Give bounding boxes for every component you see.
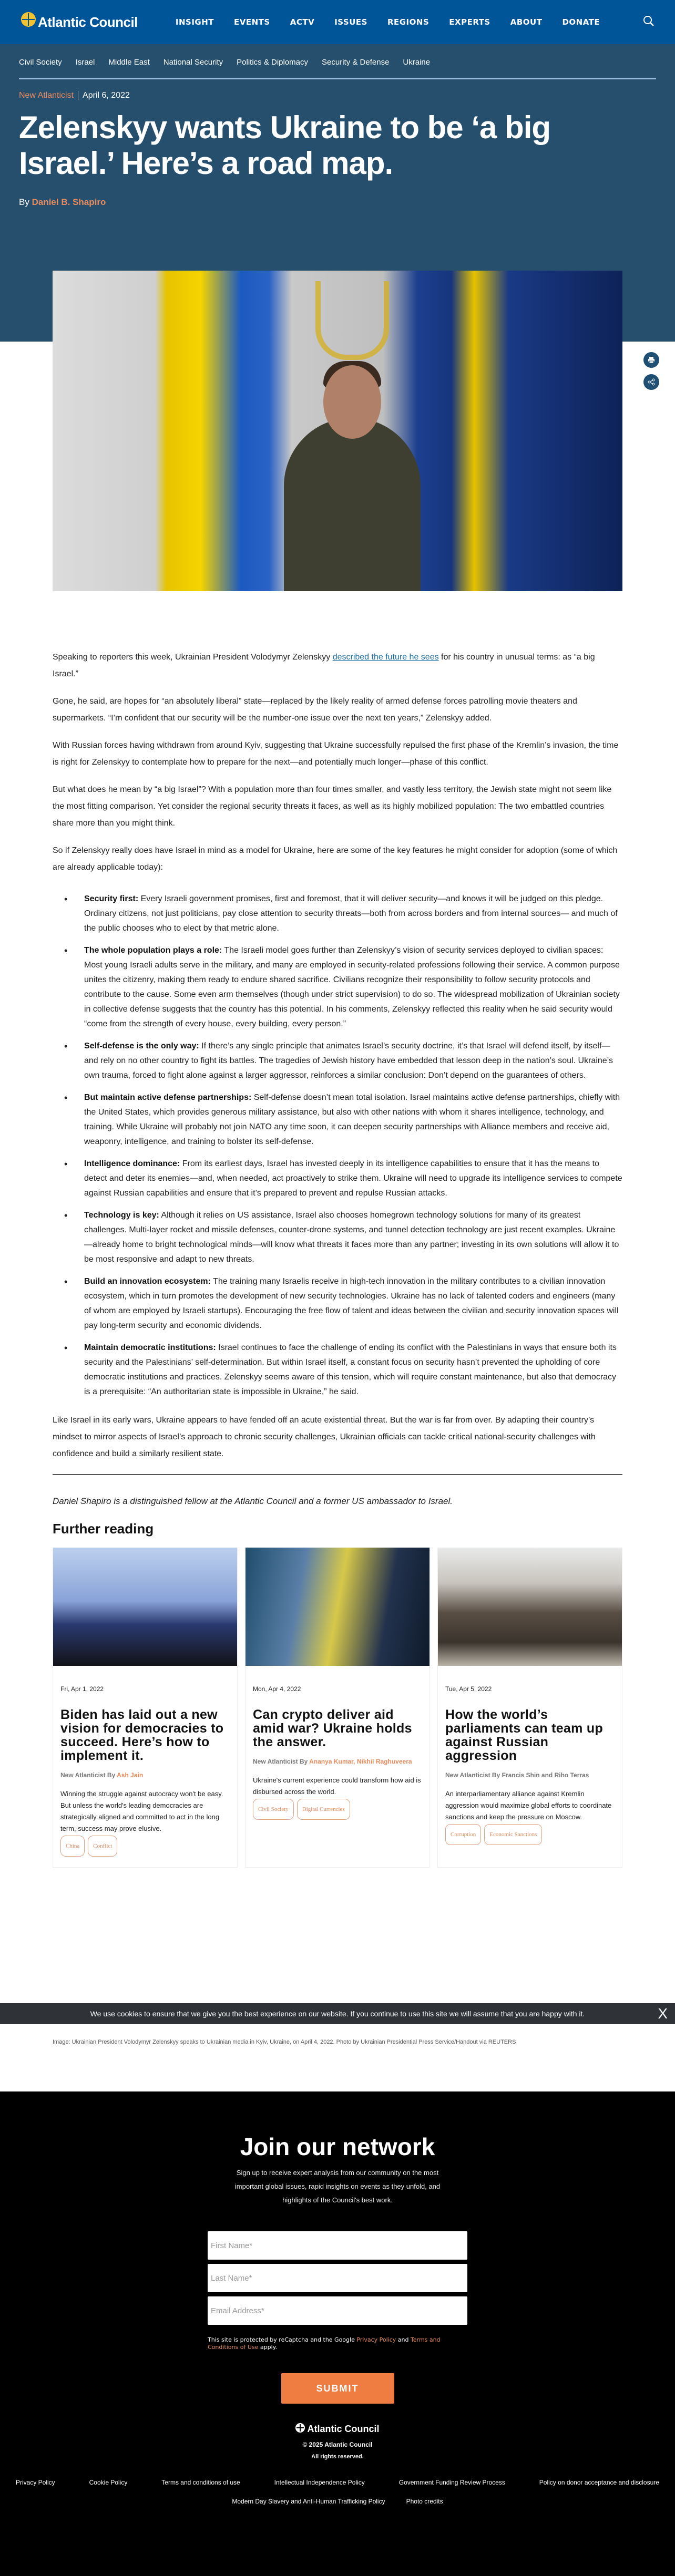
nav-issues[interactable]: ISSUES <box>334 17 367 27</box>
text: apply. <box>258 2344 278 2351</box>
card-description: Ukraine's current experience could transform how aid is disbursed across the world. <box>253 1776 421 1796</box>
reading-card[interactable] <box>53 1548 238 1868</box>
bullet-text: From its earliest days, Israel has invested deeply in its intelligence capabilities to ensure that it has the means to detect and deter its enemies—and, when needed, act proactively to strike them. Ukraine will need to upgrade its intelligence services to compete against Russian capabilities and ensure that it’s prepared to prevent and repulse Russian attacks. <box>84 1159 622 1198</box>
key-features-list <box>53 892 622 1399</box>
share-icon[interactable] <box>643 374 659 390</box>
page-title: Zelenskyy wants Ukraine to be ‘a big Israel.’ Here’s a road map. <box>19 110 551 181</box>
card-byline <box>445 1770 615 1781</box>
card-author-link[interactable]: Ananya Kumar, Nikhil Raghuveera <box>309 1758 412 1765</box>
paragraph: So if Zelenskyy really does have Israel in mind as a model for Ukraine, here are some of the key features he might consider for adoption (some of which are already applicable today): <box>53 846 618 872</box>
logo-text: Atlantic Council <box>307 2424 380 2434</box>
privacy-policy-link[interactable]: Privacy Policy <box>356 2336 396 2343</box>
reading-card[interactable] <box>437 1548 622 1868</box>
topic-link[interactable]: National Security <box>163 58 223 67</box>
paragraph: Gone, he said, are hopes for “an absolutely liberal” state—replaced by the likely reality of armed defense forces patrolling movie theaters and supermarkets. “I’m confident that our security will be the number-one issue over the next ten years,” Zelenskyy added. <box>53 697 577 723</box>
cookie-text: We use cookies to ensure that we give you the best experience on our website. If you continue to use this site we will assume that you are happy with it. <box>90 2010 585 2018</box>
footer-link[interactable]: Policy on donor acceptance and disclosure <box>539 2479 659 2486</box>
first-name-field[interactable] <box>208 2231 467 2260</box>
topic-link[interactable]: Civil Society <box>19 58 62 67</box>
list-item <box>53 892 622 936</box>
tag-digital-currencies[interactable]: Digital Currencies <box>297 1799 350 1820</box>
list-item <box>53 1090 622 1149</box>
byline <box>19 197 656 208</box>
text: and <box>396 2336 411 2343</box>
bullet-heading: Maintain democratic institutions: <box>84 1343 216 1352</box>
text: Speaking to reporters this week, Ukrainian President Volodymyr Zelenskyy <box>53 653 333 662</box>
rights-reserved: All rights reserved. <box>311 2454 364 2460</box>
last-name-field[interactable] <box>208 2264 467 2292</box>
bullet-heading: Build an innovation ecosystem: <box>84 1277 211 1286</box>
footer-link[interactable]: Government Funding Review Process <box>398 2479 505 2486</box>
nav-donate[interactable]: DONATE <box>562 17 600 27</box>
copyright: © 2025 Atlantic Council <box>302 2441 373 2448</box>
signup-form <box>208 2231 467 2404</box>
further-reading-title: Further reading <box>53 1521 154 1537</box>
publish-date: April 6, 2022 <box>83 91 130 100</box>
text: This site is protected by reCaptcha and the Google <box>208 2336 357 2343</box>
footer-links <box>0 2479 675 2486</box>
footer-link[interactable]: Cookie Policy <box>89 2479 128 2486</box>
bullet-heading: Intelligence dominance: <box>84 1159 180 1168</box>
bullet-heading: But maintain active defense partnerships: <box>84 1093 252 1102</box>
card-tags <box>445 1824 615 1845</box>
author-link[interactable]: Daniel B. Shapiro <box>32 197 106 207</box>
further-reading-cards <box>53 1548 622 1868</box>
nav-experts[interactable]: EXPERTS <box>449 17 490 27</box>
card-date: Fri, Apr 1, 2022 <box>60 1685 104 1693</box>
coat-of-arms <box>315 281 389 360</box>
bullet-text: Israel continues to face the challenge of ending its conflict with the Palestinians in ways that ensure both its security and the Palestinians’ self-determination. But within Israel itself, a constant focus on security hasn’t prevented the upholding of core democratic institutions and practices. Zelenskyy seems aware of this tension, which will require constant maintenance, but also that democracy is a prerequisite: “An authoritarian state is impossible in Ukraine,” he said. <box>84 1343 617 1396</box>
nav-regions[interactable]: REGIONS <box>387 17 429 27</box>
tag-civil-society[interactable]: Civil Society <box>253 1799 294 1820</box>
bullet-text: Self-defense doesn’t mean total isolation. Israel maintains active defense partnerships, chiefly with the United States, which provides generous military assistance, but also with other nations with whom it shares intelligence, technology, and training. While Ukraine will probably not join NATO any time soon, it can deepen security partnerships with Alliance members and receive aid, weaponry, intelligence, and training to bolster its self-defense. <box>84 1093 620 1146</box>
series-label: New Atlanticist By <box>445 1771 502 1779</box>
paragraph: But what does he mean by “a big Israel”? With a population more than four times smaller, and vastly less territory, the Jewish state might not seem like the most fitting comparison. Yet consider the regional security threats it faces, as well as its highly mobilized population: The two embattled countries share more than you might think. <box>53 785 612 828</box>
recaptcha-notice <box>208 2336 467 2351</box>
footer-link[interactable]: Photo credits <box>406 2498 443 2505</box>
author-bio: Daniel Shapiro is a distinguished fellow at the Atlantic Council and a former US ambassador to Israel. <box>53 1496 453 1506</box>
text: for his country in unusual terms: as “a big Israel.” <box>53 653 595 678</box>
topic-link[interactable]: Israel <box>75 58 95 67</box>
card-image[interactable] <box>246 1548 429 1666</box>
card-author-link[interactable]: Francis Shin and Riho Terras <box>502 1771 589 1779</box>
card-image[interactable] <box>53 1548 237 1666</box>
paragraph: Like Israel in its early wars, Ukraine appears to have fended off an acute existential threat. But the war is far from over. By adapting their country’s mindset to mirror aspects of Israel’s approach to chronic security challenges, Ukrainian officials can tackle critical national-security challenges with confidence and build a similarly resilient state. <box>53 1416 596 1458</box>
list-item <box>53 1157 622 1201</box>
footer-link[interactable]: Privacy Policy <box>16 2479 55 2486</box>
card-description: An interparliamentary alliance against Kremlin aggression would maximize global efforts to coordinate sanctions and keep the pressure on Moscow. <box>445 1790 612 1821</box>
terms-link[interactable]: Terms and Conditions of Use <box>208 2336 441 2351</box>
globe-icon <box>21 12 36 27</box>
list-item <box>53 1039 622 1083</box>
main-nav <box>176 17 620 27</box>
tag-conflict[interactable]: Conflict <box>88 1836 117 1857</box>
footer-logo[interactable] <box>0 2424 675 2435</box>
card-byline <box>253 1756 422 1767</box>
atlantic-council-logo[interactable] <box>21 14 138 30</box>
share-tools <box>643 352 659 390</box>
topic-link[interactable]: Ukraine <box>403 58 431 67</box>
search-icon[interactable] <box>642 15 655 27</box>
bullet-text: Every Israeli government promises, first and foremost, that it will deliver security—and knows it will be judged on this pledge. Ordinary citizens, not just politicians, pay close attention to security threats—both from across borders and from internal sources— and much of the public chooses who to elect by that metric alone. <box>84 894 618 933</box>
article-meta <box>19 91 656 100</box>
card-title[interactable]: Biden has laid out a new vision for democracies to succeed. Here’s how to implement it. <box>60 1707 224 1763</box>
reading-card[interactable] <box>245 1548 430 1868</box>
bullet-heading: Technology is key: <box>84 1211 159 1220</box>
join-subtitle: Sign up to receive expert analysis from our community on the most important global issues, rapid insights on events as they unfold, and highlights of the Council's best work. <box>234 2169 441 2204</box>
footer-link[interactable]: Terms and conditions of use <box>161 2479 240 2486</box>
paragraph: With Russian forces having withdrawn from around Kyiv, suggesting that Ukraine successfully repulsed the first phase of the Kremlin’s invasion, the time is right for Zelenskyy to contemplate how to prepare for the next—and potentially much longer—phase of this conflict. <box>53 741 619 767</box>
nav-events[interactable]: EVENTS <box>234 17 270 27</box>
category-link[interactable]: New Atlanticist <box>19 91 78 100</box>
globe-icon <box>295 2423 305 2433</box>
card-tags <box>253 1799 422 1820</box>
card-image[interactable] <box>438 1548 622 1666</box>
logo-text: Atlantic Council <box>38 14 138 30</box>
cookie-banner <box>0 2003 675 2024</box>
card-title[interactable]: How the world’s parliaments can team up against Russian aggression <box>445 1707 604 1763</box>
paragraph <box>53 649 622 683</box>
bullet-text: If there’s any single principle that animates Israel’s security doctrine, it’s that Israel will defend itself, by itself—and rely on no other country to fight its battles. The tragedies of Jewish history have embedded that lesson deep in the nation’s soul. Ukraine’s own trauma, forced to fight alone against a larger aggressor, reinforces a similar conclusion: Don’t depend on the guarantees of others. <box>84 1042 613 1080</box>
tag-economic-sanctions[interactable]: Economic Sanctions <box>484 1824 542 1845</box>
bullet-text: Although it relies on US assistance, Israel also chooses homegrown technology solutions for many of its greatest challenges. Multi-layer rocket and missile defenses, counter-drone systems, and tunnel detection technology are just recent examples. Ukraine—already home to bright technological minds—will know what threats it faces more than any partner; investing in its own solutions will allow it to be most responsive and adapt to new threats. <box>84 1211 619 1264</box>
card-tags <box>60 1836 230 1857</box>
bullet-heading: Security first: <box>84 894 139 903</box>
list-item <box>53 1208 622 1267</box>
card-date: Mon, Apr 4, 2022 <box>253 1685 301 1693</box>
by-label: By <box>19 197 29 207</box>
tag-corruption[interactable]: Corruption <box>445 1824 481 1845</box>
series-label: New Atlanticist By <box>60 1771 117 1779</box>
series-label: New Atlanticist By <box>253 1758 310 1765</box>
card-title[interactable]: Can crypto deliver aid amid war? Ukraine holds the answer. <box>253 1707 412 1749</box>
hero-image <box>53 271 622 591</box>
topic-tags <box>19 44 656 79</box>
speaker-figure <box>284 418 421 591</box>
card-date: Tue, Apr 5, 2022 <box>445 1685 492 1693</box>
footer-link[interactable]: Intellectual Independence Policy <box>274 2479 365 2486</box>
nav-insight[interactable]: INSIGHT <box>175 17 214 27</box>
divider <box>53 1474 622 1475</box>
list-item <box>53 1341 622 1399</box>
close-icon[interactable]: X <box>658 2005 668 2022</box>
tag-china[interactable]: China <box>60 1836 85 1857</box>
image-caption: Image: Ukrainian President Volodymyr Zelenskyy speaks to Ukrainian media in Kyiv, Ukraine, on April 4, 2022. Photo by Ukrainian Presidential Press Service/Handout via REUTERS <box>53 2039 516 2045</box>
footer <box>0 2091 675 2576</box>
topic-link[interactable]: Politics & Diplomacy <box>237 58 309 67</box>
submit-button[interactable]: SUBMIT <box>281 2373 394 2404</box>
email-field[interactable] <box>208 2296 467 2325</box>
card-description: Winning the struggle against autocracy won't be easy. But unless the world's leading democracies are strategically aligned and committed to act in the long term, success may prove elusive. <box>60 1790 223 1832</box>
topic-link[interactable]: Middle East <box>108 58 150 67</box>
speaker-head <box>323 365 381 439</box>
described-future-link[interactable]: described the future he sees <box>332 653 439 662</box>
bullet-text: The training many Israelis receive in high-tech innovation in the military contributes to a civilian innovation ecosystem, which in turn promotes the development of new security technologies. Ukraine has no lack of talented coders and engineers (many of whom are employed by Israeli startups). Encouraging the free flow of talent and ideas between the civilian and security innovation spaces will pay long-term security and economic dividends. <box>84 1277 619 1330</box>
footer-link[interactable]: Modern Day Slavery and Anti-Human Trafficking Policy <box>232 2498 385 2505</box>
nav-about[interactable]: ABOUT <box>510 17 543 27</box>
nav-actv[interactable]: ACTV <box>290 17 315 27</box>
bullet-heading: Self-defense is the only way: <box>84 1042 199 1050</box>
top-navigation <box>0 0 675 44</box>
topic-link[interactable]: Security & Defense <box>322 58 390 67</box>
card-byline <box>60 1770 230 1781</box>
bullet-text: The Israeli model goes further than Zelenskyy’s vision of security services deployed to civilian spaces: Most young Israeli adults serve in the military, and many are employed in security-related professions following their service. A common purpose unites the citizenry, making them ready to endure shared sacrifice. Civilians recognize their responsibility to follow security protocols and contribute to the cause. Some even arm themselves (though under strict supervision) to do so. The widespread mobilization of Ukrainian society in collective defense suggests that the country has this potential. In his comments, Zelenskyy reflected this reality when he said security would “come from the strength of every house, every building, every person.” <box>84 946 620 1028</box>
footer-links-secondary <box>0 2498 675 2505</box>
bullet-heading: The whole population plays a role: <box>84 946 222 955</box>
card-author-link[interactable]: Ash Jain <box>117 1771 144 1779</box>
print-icon[interactable] <box>643 352 659 368</box>
list-item <box>53 943 622 1032</box>
list-item <box>53 1274 622 1333</box>
join-title: Join our network <box>240 2133 435 2160</box>
